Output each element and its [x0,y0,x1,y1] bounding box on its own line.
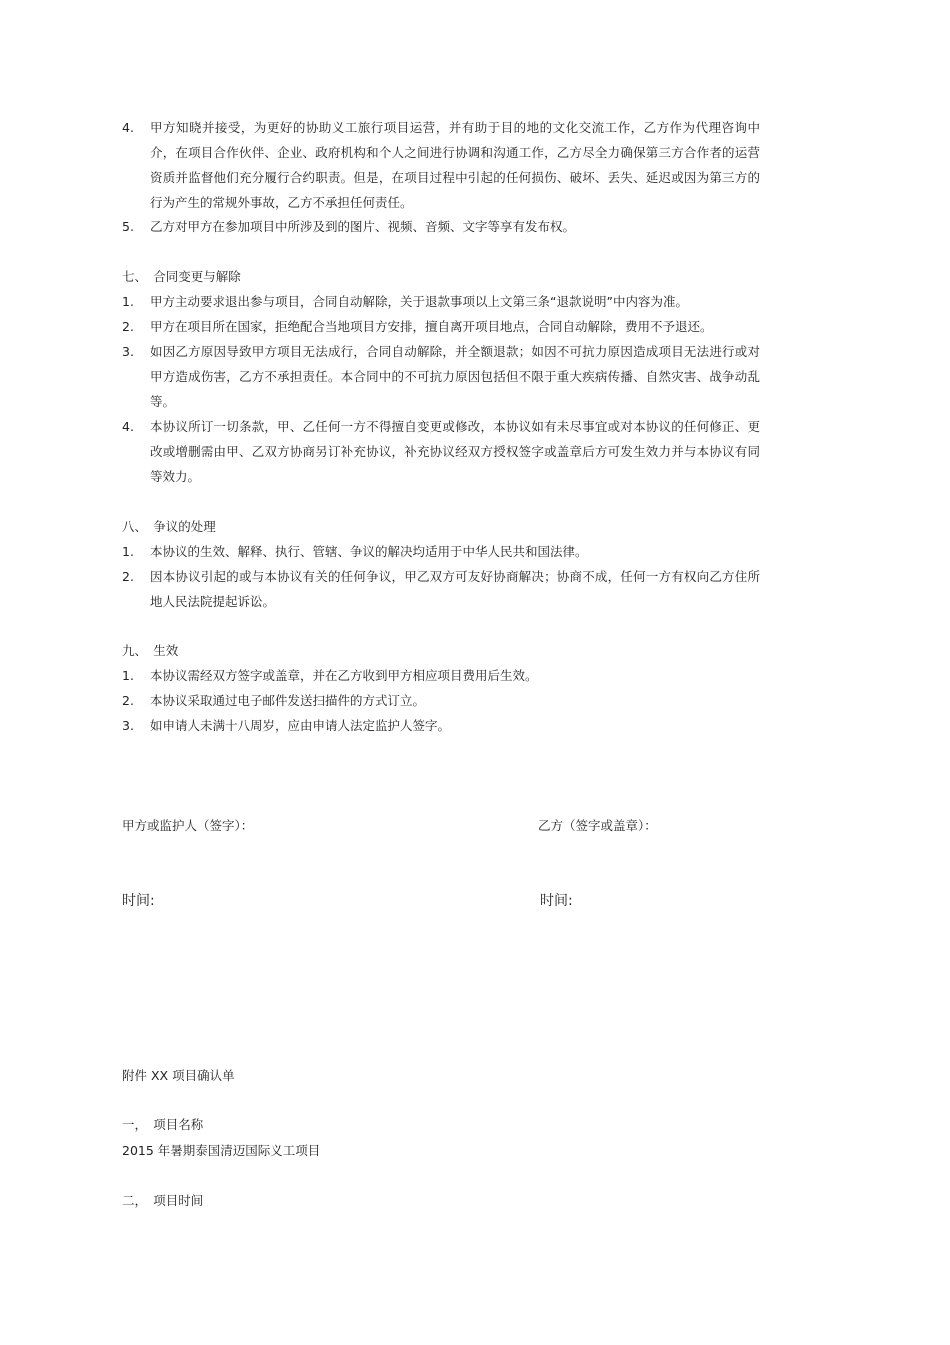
item-number: 4. [122,120,134,135]
appendix-title: 附件 XX 项目确认单 [122,1068,235,1083]
item-number: 1. [122,544,134,559]
item-number: 1. [122,294,134,309]
item-number: 5. [122,219,134,234]
item-number: 4. [122,419,134,434]
party-b-time-label: 时间: [540,893,573,909]
clause-text: 甲方主动要求退出参与项目，合同自动解除，关于退款事项以上文第三条“退款说明”中内容为准。 [150,294,688,309]
party-a-time-label: 时间: [122,893,155,909]
clause-text: 如申请人未满十八周岁，应由申请人法定监护人签字。 [150,718,451,733]
party-b-signature-label: 乙方（签字或盖章）： [538,818,657,833]
clause-text: 如因乙方原因导致甲方项目无法成行，合同自动解除，并全额退款；如因不可抗力原因造成项目无法进行或对甲方造成伤害，乙方不承担责任。本合同中的不可抗力原因包括但不限于重大疾病传播、自然灾害、战争动乱等。 [150,344,760,409]
item-number: 1. [122,668,134,683]
section-heading: 一， 项目名称 [122,1117,204,1132]
section-heading: 七、 合同变更与解除 [122,269,241,284]
clause-text: 本协议采取通过电子邮件发送扫描件的方式订立。 [150,693,426,708]
item-number: 2. [122,319,134,334]
party-a-signature-label: 甲方或监护人（签字）： [122,818,254,833]
clause-text: 因本协议引起的或与本协议有关的任何争议，甲乙双方可友好协商解决；协商不成，任何一方有权向乙方住所地人民法院提起诉讼。 [150,569,760,609]
clause-text: 本协议需经双方签字或盖章，并在乙方收到甲方相应项目费用后生效。 [150,668,538,683]
clause-text: 乙方对甲方在参加项目中所涉及到的图片、视频、音频、文字等享有发布权。 [150,219,576,234]
clause-text: 甲方在项目所在国家，拒绝配合当地项目方安排，擅自离开项目地点，合同自动解除，费用不予退还。 [150,319,713,334]
item-number: 2. [122,569,134,584]
item-number: 3. [122,718,134,733]
section-heading: 二， 项目时间 [122,1193,204,1208]
project-name: 2015 年暑期泰国清迈国际义工项目 [122,1143,321,1158]
section-heading: 九、 生效 [122,643,179,658]
section-heading: 八、 争议的处理 [122,519,216,534]
clause-text: 本协议的生效、解释、执行、管辖、争议的解决均适用于中华人民共和国法律。 [150,544,588,559]
clause-text: 本协议所订一切条款，甲、乙任何一方不得擅自变更或修改，本协议如有未尽事宜或对本协议的任何修正、更改或增删需由甲、乙双方协商另订补充协议，补充协议经双方授权签字或盖章后方可发生效力并与本协议有同等效力。 [150,419,760,484]
item-number: 2. [122,693,134,708]
item-number: 3. [122,344,134,359]
clause-text: 甲方知晓并接受，为更好的协助义工旅行项目运营，并有助于目的地的文化交流工作，乙方作为代理咨询中介，在项目合作伙伴、企业、政府机构和个人之间进行协调和沟通工作，乙方尽全力确保第三方合作者的运营资质并监督他们充分履行合约职责。但是，在项目过程中引起的任何损伤、破坏、丢失、延迟或因为第三方的行为产生的常规外事故，乙方不承担任何责任。 [150,120,760,210]
